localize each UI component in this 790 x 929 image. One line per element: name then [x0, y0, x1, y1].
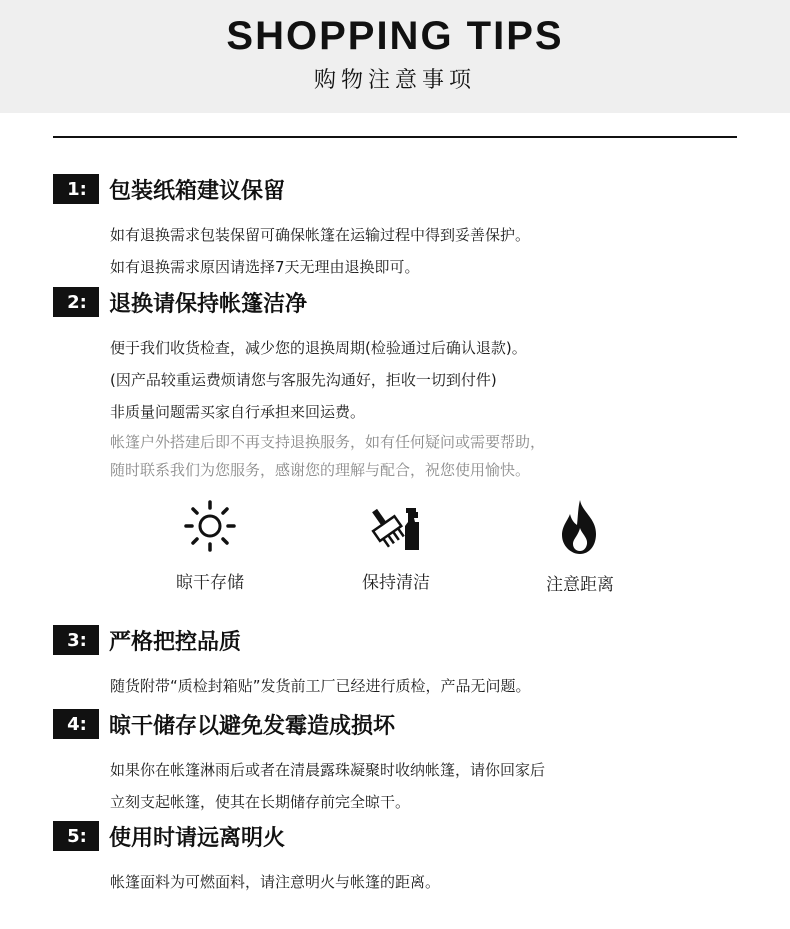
tip-number-badge: 5:: [53, 821, 99, 851]
care-label: 注意距离: [546, 575, 614, 595]
tip-section-3: [53, 624, 753, 702]
care-label: 保持清洁: [362, 573, 430, 593]
tip-number-badge: 1:: [53, 174, 99, 204]
tip-title: 包装纸箱建议保留: [109, 178, 286, 204]
page-subtitle: 购物注意事项: [313, 68, 476, 93]
header-banner: [0, 0, 790, 113]
divider: [53, 136, 737, 138]
page-title: SHOPPING TIPS: [226, 14, 564, 58]
tip-text-line: 立刻支起帐篷，使其在长期储存前完全晾干。: [110, 793, 411, 811]
tip-text-line: 如有退换需求原因请选择7天无理由退换即可。: [110, 258, 420, 276]
tip-section-1: [53, 173, 753, 283]
cleaning-brush-spray-icon: [364, 498, 428, 554]
fire-icon: [552, 498, 608, 556]
tip-title: 使用时请远离明火: [109, 825, 286, 851]
tip-title: 退换请保持帐篷洁净: [109, 291, 308, 317]
tip-text-line: 帐篷面料为可燃面料，请注意明火与帐篷的距离。: [110, 873, 441, 891]
tip-number-badge: 2:: [53, 287, 99, 317]
tip-text-line: 随货附带“质检封箱贴”发货前工厂已经进行质检，产品无问题。: [110, 677, 531, 695]
tip-note-line: 随时联系我们为您服务，感谢您的理解与配合，祝您使用愉快。: [110, 461, 531, 479]
tip-text-line: (因产品较重运费烦请您与客服先沟通好，拒收一切到付件): [110, 371, 497, 389]
tip-text-line: 如有退换需求包装保留可确保帐篷在运输过程中得到妥善保护。: [110, 226, 531, 244]
care-icons-row: [110, 498, 680, 608]
care-item-distance: [505, 498, 655, 595]
care-item-dry: [135, 498, 285, 593]
care-label: 晾干存储: [176, 573, 244, 593]
tip-text-line: 便于我们收货检查，减少您的退换周期(检验通过后确认退款)。: [110, 339, 527, 357]
tip-section-2: [53, 286, 753, 484]
tip-title: 晾干储存以避免发霉造成损坏: [109, 713, 396, 739]
tip-text-line: 非质量问题需买家自行承担来回运费。: [110, 403, 366, 421]
tip-text-line: 如果你在帐篷淋雨后或者在清晨露珠凝聚时收纳帐篷，请你回家后: [110, 761, 546, 779]
tip-number-badge: 3:: [53, 625, 99, 655]
tip-note-line: 帐篷户外搭建后即不再支持退换服务，如有任何疑问或需要帮助，: [110, 433, 546, 451]
tip-title: 严格把控品质: [109, 629, 242, 655]
tip-section-4: [53, 708, 753, 818]
tip-number-badge: 4:: [53, 709, 99, 739]
tip-section-5: [53, 820, 753, 898]
sun-icon: [182, 498, 238, 554]
care-item-clean: [321, 498, 471, 593]
